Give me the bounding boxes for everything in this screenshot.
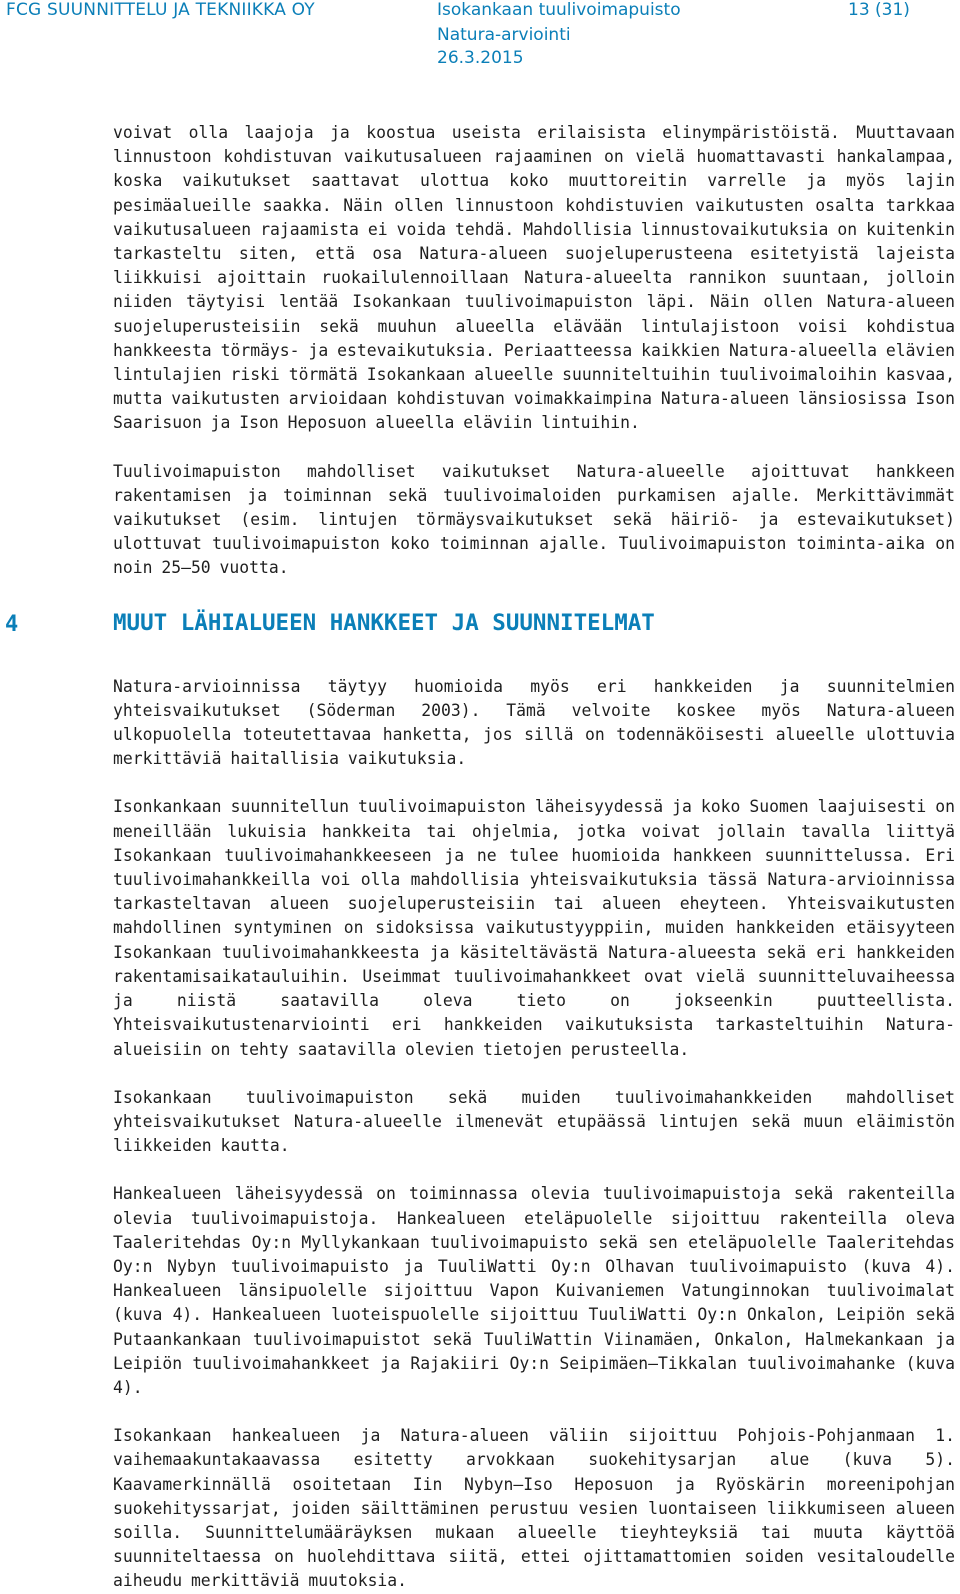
company-name: FCG SUUNNITTELU JA TEKNIIKKA OY (6, 0, 315, 20)
document-type: Natura-arviointi (437, 25, 571, 45)
body-paragraph: Tuulivoimapuiston mahdolliset vaikutukset Natura-alueelle ajoittuvat hankkeen rakentamisen ja toiminnan sekä tuulivoimaloiden purkamisen ajalle. Merkittävimmät vaikutukset (esim. lintujen törmäysvaikutukset sekä häiriö- ja estevaikutukset) ulottuvat tuulivoimapuiston koko toiminnan ajalle. Tuulivoimapuiston toiminta-aika on noin 25—50 vuotta. (113, 461, 955, 578)
document-body (5, 121, 955, 1594)
document-title: Isokankaan tuulivoimapuisto (437, 0, 681, 20)
section-number: 4 (5, 611, 19, 637)
body-paragraph: Hankealueen läheisyydessä on toiminnassa olevia tuulivoimapuistoja sekä rakenteilla olevia tuulivoimapuistoja. Hankealueen eteläpuolelle sijoittuu rakenteilla oleva Taaleritehdas Oy:n Myllykankaan tuulivoimapuisto sekä sen eteläpuolelle Taaleritehdas Oy:n Nybyn tuulivoimapuisto ja TuuliWatti Oy:n Olhavan tuulivoimapuisto (kuva 4). Hankealueen länsipuolelle sijoittuu Vapon Kuivaniemen Vatunginnokan tuulivoimalat (kuva 4). Hankealueen luoteispuolelle sijoittuu TuuliWatti Oy:n Onkalon, Leipiön sekä Putaankankaan tuulivoimapuistot sekä TuuliWattin Viinamäen, Onkalon, Halmekankaan ja Leipiön tuulivoimahankkeet ja Rajakiiri Oy:n Seipimäen–Tikkalan tuulivoimahanke (kuva 4). (113, 1184, 955, 1397)
page-header (0, 0, 960, 70)
page-number: 13 (31) (848, 0, 910, 20)
body-paragraph: Isokankaan tuulivoimapuiston sekä muiden tuulivoimahankkeiden mahdolliset yhteisvaikutukset Natura-alueelle ilmenevät etupäässä lintujen sekä muun eläimistön liikkeiden kautta. (113, 1087, 955, 1156)
section-title: MUUT LÄHIALUEEN HANKKEET JA SUUNNITELMAT (113, 609, 655, 636)
body-paragraph: Isokankaan hankealueen ja Natura-alueen väliin sijoittuu Pohjois-Pohjanmaan 1. vaihemaakuntakaavassa esitetty arvokkaan suokehitysarjan alue (kuva 5). Kaavamerkinnällä osoitetaan Iin Nybyn—Iso Heposuon ja Ryöskärin moreenipohjan suokehityssarjat, joiden säilttäminen perustuu vesien luontaiseen liikkumiseen alueen soilla. Suunnittelumääräyksen mukaan alueelle tieyhteyksiä tai muuta käyttöä suunniteltaessa on huolehdittava siitä, ettei ojittamattomien soiden vesitaloudelle aiheudu merkittäviä muutoksia. (113, 1426, 955, 1591)
document-date: 26.3.2015 (437, 48, 524, 68)
body-paragraph: Isonkankaan suunnitellun tuulivoimapuiston läheisyydessä ja koko Suomen laajuisesti on meneillään lukuisia hankkeita tai ohjelmia, jotka voivat jollain tavalla liittyä Isokankaan tuulivoimahankkeeseen ja ne tulee huomioida hankkeen suunnittelussa. Eri tuulivoimahankkeilla voi olla mahdollisia yhteisvaikutuksia tässä Natura-arvioinnissa tarkasteltavan alueen suojeluperusteisiin tai alueen eheyteen. Yhteisvaikutusten mahdollinen syntyminen on sidoksissa vaikutustyyppiin, muiden hankkeiden etäisyyteen Isokankaan tuulivoimahankkeesta ja käsiteltävästä Natura-alueesta sekä eri hankkeiden rakentamisaikatauluihin. Useimmat tuulivoimahankkeet ovat vielä suunnitteluvaiheessa ja niistä saatavilla oleva tieto on jokseenkin puutteellista. Yhteisvaikutustenarviointi eri hankkeiden vaikutuksista tarkasteltuihin Natura-alueisiin on tehty saatavilla olevien tietojen perusteella. (113, 797, 955, 1059)
body-paragraph: Natura-arvioinnissa täytyy huomioida myös eri hankkeiden ja suunnitelmien yhteisvaikutukset (Söderman 2003). Tämä velvoite koskee myös Natura-alueen ulkopuolella toteutettavaa hanketta, jos sillä on todennäköisesti alueelle ulottuvia merkittäviä haitallisia vaikutuksia. (113, 676, 955, 769)
section-heading (5, 603, 955, 665)
body-paragraph: voivat olla laajoja ja koostua useista erilaisista elinympäristöistä. Muuttavaan linnustoon kohdistuvan vaikutusalueen rajaaminen on vielä huomattavasti hankalampaa, koska vaikutukset saattavat ulottua koko muuttoreitin varrelle ja myös lajin pesimäalueille saakka. Näin ollen linnustoon kohdistuvien vaikutusten osalta tarkkaa vaikutusalueen rajaamista ei voida tehdä. Mahdollisia linnustovaikutuksia on kuitenkin tarkasteltu siten, että osa Natura-alueen suojeluperusteena esitetyistä lajeista liikkuisi ajoittain ruokailulennoillaan Natura-alueelta rannikon suuntaan, jolloin niiden täytyisi lentää Isokankaan tuulivoimapuiston läpi. Näin ollen Natura-alueen suojeluperusteisiin sekä muuhun alueella elävään lintulajistoon voisi kohdistua hankkeesta törmäys- ja estevaikutuksia. Periaatteessa kaikkien Natura-alueella elävien lintulajien riski törmätä Isokankaan alueelle suunniteltuihin tuulivoimaloihin kasvaa, mutta vaikutusten arvioidaan kohdistuvan voimakkaimpina Natura-alueen länsiosissa Ison Saarisuon ja Ison Heposuon alueella eläviin lintuihin. (113, 123, 955, 433)
